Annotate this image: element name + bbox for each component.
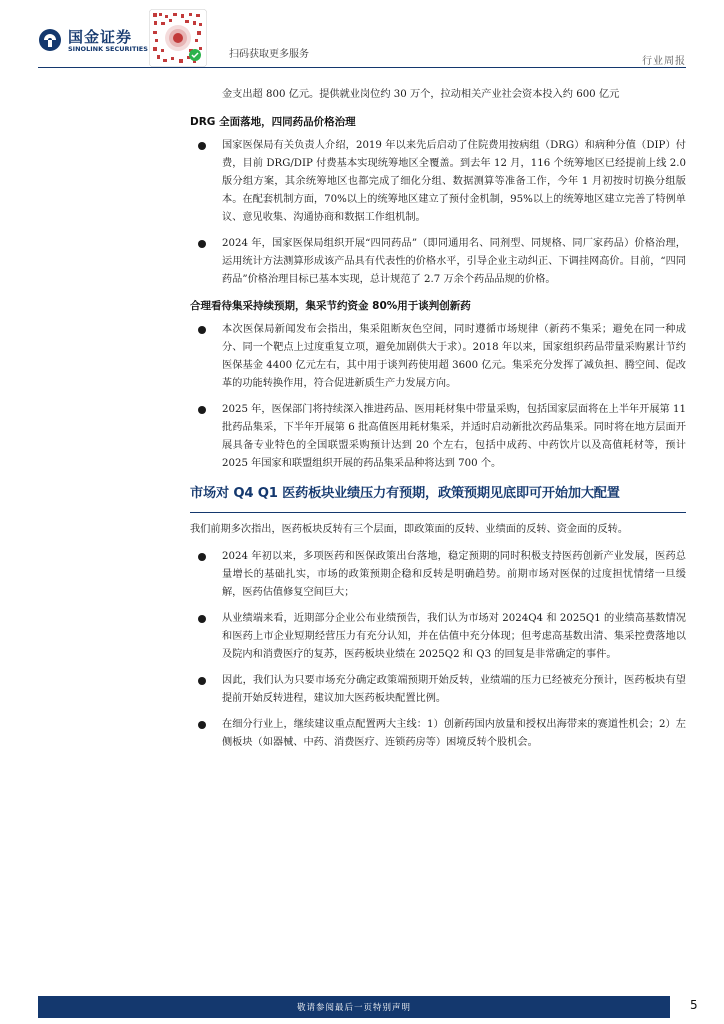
list-item-text: 在细分行业上，继续建议重点配置两大主线：1）创新药国内放量和授权出海带来的赛道性机会；2）左侧板块（如器械、中药、消费医疗、连锁药房等）困境反转个股机会。 <box>222 719 686 748</box>
list-item <box>190 672 686 708</box>
list-item-text: 本次医保局新闻发布会指出，集采阻断灰色空间，同时遵循市场规律（新药不集采；避免在同一种成分、同一个靶点上过度重复立项，避免加剧供大于求）。2018 年以来，国家组织药品带量采购累计节约医保基金 4400 亿元左右，其中用于谈判药使用超 3600 亿元。集采充分发挥了减负担、腾空间、促改革的功能转换作用，符合促进新质生产力发展方向。 <box>222 324 686 389</box>
list-item-text: 国家医保局有关负责人介绍，2019 年以来先后启动了住院费用按病组（DRG）和病种分值（DIP）付费，目前 DRG/DIP 付费基本实现统筹地区全覆盖。到去年 12 月，116 个统筹地区已经提前上线 2.0 版分组方案，其余统筹地区也都完成了细化分组、数据测算等准备工作，今年 1 月初按时切换分组版本。在配套机制方面，70%以上的统筹地区建立了预付金机制，95%以上的统筹地区建立完善了特例单议、意见收集、沟通协商和数据工作组机制。 <box>222 140 686 223</box>
vbp-heading: 合理看待集采持续预期，集采节约资金 80%用于谈判创新药 <box>190 300 471 312</box>
section-intro: 我们前期多次指出，医药板块反转有三个层面，即政策面的反转、业绩面的反转、资金面的反转。 <box>190 524 629 535</box>
list-item-text: 因此，我们认为只要市场充分确定政策端预期开始反转，业绩端的压力已经被充分预计，医药板块有望提前开始反转进程，建议加大医药板块配置比例。 <box>222 675 686 704</box>
bullet-icon <box>198 721 206 729</box>
main-content <box>190 86 686 760</box>
qr-code-icon[interactable] <box>149 9 207 67</box>
page-header <box>0 0 724 72</box>
bullet-icon <box>198 615 206 623</box>
logo-name-cn: 国金证券 <box>68 28 133 46</box>
list-item <box>190 401 686 473</box>
list-item-text: 2024 年初以来，多项医药和医保政策出台落地，稳定预期的同时积极支持医药创新产业发展，医药总量增长的基础扎实，市场的政策预期企稳和反转是明确趋势。前期市场对医保的过度担忧情绪一旦缓解，医药估值修复空间巨大； <box>222 551 686 598</box>
drg-heading: DRG 全面落地，四同药品价格治理 <box>190 116 356 128</box>
logo-name-en: SINOLINK SECURITIES <box>68 45 148 53</box>
report-type-label: 行业周报 <box>642 56 686 67</box>
continued-paragraph: 金支出超 800 亿元。提供就业岗位约 30 万个，拉动相关产业社会资本投入约 600 亿元 <box>222 89 620 100</box>
bullet-icon <box>198 677 206 685</box>
list-item <box>190 137 686 227</box>
qr-caption: 扫码获取更多服务 <box>229 49 309 60</box>
header-divider <box>38 67 686 68</box>
bullet-icon <box>198 240 206 248</box>
list-item-text: 2025 年，医保部门将持续深入推进药品、医用耗材集中带量采购，包括国家层面将在上半年开展第 11 批药品集采，下半年开展第 6 批高值医用耗材集采，并适时启动新批次药品集采。同时将在地方层面开展具备专业特色的全国联盟采购预计达到 20 个左右，包括中成药、中药饮片以及高值耗材等，预计 2025 年国家和联盟组织开展的药品集采品种将达到 700 个。 <box>222 404 686 469</box>
page-number: 5 <box>690 998 698 1012</box>
list-item-text: 从业绩端来看，近期部分企业公布业绩预告，我们认为市场对 2024Q4 和 2025Q1 的业绩高基数情况和医药上市企业短期经营压力有充分认知，并在估值中充分体现；但考虑高基数出清、集采控费落地以及院内和消费医疗的复苏，医药板块业绩在 2025Q2 和 Q3 的回复是非常确定的事件。 <box>222 613 686 660</box>
bullet-icon <box>198 553 206 561</box>
list-item <box>190 610 686 664</box>
footer-bar <box>38 996 670 1018</box>
bullet-icon <box>198 406 206 414</box>
list-item <box>190 548 686 602</box>
list-item <box>190 235 686 289</box>
list-item-text: 2024 年，国家医保局组织开展“四同药品”（即同通用名、同剂型、同规格、同厂家药品）价格治理，运用统计方法测算形成该产品具有代表性的价格水平，引导企业主动纠正、下调挂网高价。目前，“四同药品”价格治理目标已基本实现，总计规范了 2.7 万余个药品品规的价格。 <box>222 238 686 285</box>
bullet-icon <box>198 326 206 334</box>
footer-disclaimer: 敬请参阅最后一页特别声明 <box>296 1003 411 1013</box>
section-title: 市场对 Q4 Q1 医药板块业绩压力有预期，政策预期见底即可开始加大配置 <box>190 486 620 501</box>
section-divider <box>190 512 686 513</box>
list-item <box>190 716 686 752</box>
logo-mark-icon <box>38 28 62 52</box>
list-item <box>190 321 686 393</box>
bullet-icon <box>198 142 206 150</box>
